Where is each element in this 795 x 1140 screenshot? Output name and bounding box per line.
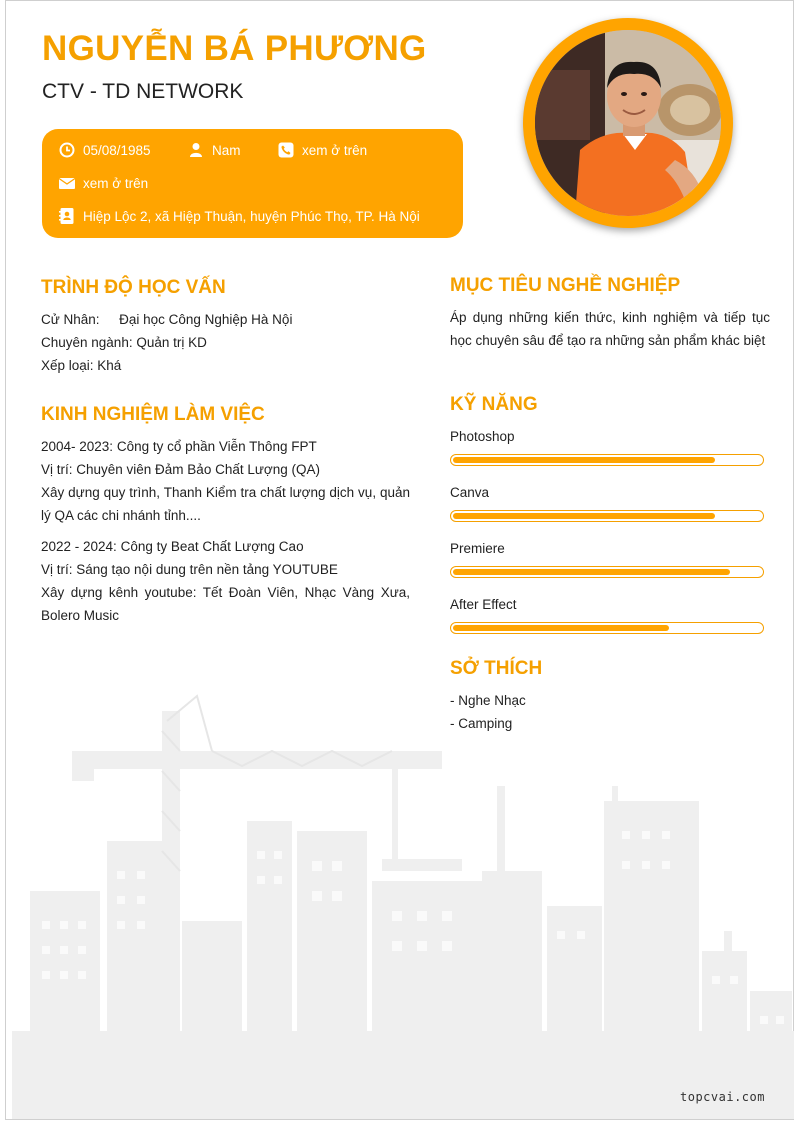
avatar <box>535 30 721 216</box>
objective-title: MỤC TIÊU NGHỀ NGHIỆP <box>450 275 681 296</box>
watermark: topcvai.com <box>680 1090 765 1104</box>
user-icon <box>188 142 204 158</box>
hobby-item: - Nghe Nhạc <box>450 693 526 708</box>
skill-bar-fill <box>453 457 715 463</box>
hobbies-title: SỞ THÍCH <box>450 658 543 679</box>
skill-bar-fill <box>453 513 715 519</box>
birthday-item <box>59 142 151 158</box>
address-item <box>59 208 420 224</box>
birthday-text: 05/08/1985 <box>83 142 151 158</box>
job-2-header <box>41 535 304 558</box>
job-2-position: Vị trí: Sáng tạo nội dung trên nền tảng YOUTUBE <box>41 562 338 577</box>
avatar-frame <box>523 18 733 228</box>
job-2-description: Xây dựng kênh youtube: Tết Đoàn Viên, Nhạc Vàng Xưa, Bolero Music <box>41 585 410 623</box>
profile-photo <box>535 30 721 216</box>
gender-text: Nam <box>212 142 241 158</box>
education-degree-line <box>41 308 292 331</box>
job-1-description: Xây dựng quy trình, Thanh Kiểm tra chất lượng dịch vụ, quản lý QA các chi nhánh tỉnh.... <box>41 485 410 523</box>
skills-title: KỸ NĂNG <box>450 394 538 415</box>
skill-label: Canva <box>450 485 490 500</box>
job-2-company: Công ty Beat Chất Lượng Cao <box>120 539 304 554</box>
address-text: Hiệp Lộc 2, xã Hiệp Thuận, huyện Phúc Thọ, TP. Hà Nội <box>83 208 420 224</box>
hobby-item: - Camping <box>450 716 513 731</box>
phone-item <box>278 142 367 158</box>
address-book-icon <box>59 208 75 224</box>
skill-bar <box>450 566 764 578</box>
skill-label: After Effect <box>450 597 517 612</box>
cv-page <box>5 0 794 1120</box>
contact-info-box <box>42 129 463 238</box>
skill-bar-fill <box>453 625 669 631</box>
skill-label: Premiere <box>450 541 505 556</box>
phone-text: xem ở trên <box>302 142 368 158</box>
skill-bar <box>450 510 764 522</box>
experience-title: KINH NGHIỆM LÀM VIỆC <box>41 404 265 425</box>
city-skyline-illustration <box>12 691 794 1119</box>
job-2-period: 2022 - 2024: <box>41 539 117 554</box>
job-1-header <box>41 435 317 458</box>
clock-icon <box>59 142 75 158</box>
email-item <box>59 175 148 191</box>
skill-bar-fill <box>453 569 730 575</box>
job-1-period: 2004- 2023: <box>41 439 114 454</box>
objective-text: Áp dụng những kiến thức, kinh nghiệm và tiếp tục học chuyên sâu để tạo ra những sản phẩm khác biệt <box>450 310 770 348</box>
school-name: Đại học Công Nghiệp Hà Nội <box>119 312 293 327</box>
education-major: Chuyên ngành: Quản trị KD <box>41 335 207 350</box>
skill-label: Photoshop <box>450 429 515 444</box>
job-1-company: Công ty cổ phần Viễn Thông FPT <box>116 439 317 454</box>
education-title: TRÌNH ĐỘ HỌC VẤN <box>41 277 226 298</box>
skill-bar <box>450 454 764 466</box>
job-1-position: Vị trí: Chuyên viên Đảm Bảo Chất Lượng (QA) <box>41 462 321 477</box>
phone-icon <box>278 142 294 158</box>
candidate-role: CTV - TD NETWORK <box>42 80 244 103</box>
degree-label: Cử Nhân: <box>41 312 100 327</box>
education-grade: Xếp loại: Khá <box>41 358 122 373</box>
email-text: xem ở trên <box>83 175 149 191</box>
gender-item <box>188 142 241 158</box>
envelope-icon <box>59 175 75 191</box>
skill-bar <box>450 622 764 634</box>
candidate-name: NGUYỄN BÁ PHƯƠNG <box>42 29 427 68</box>
